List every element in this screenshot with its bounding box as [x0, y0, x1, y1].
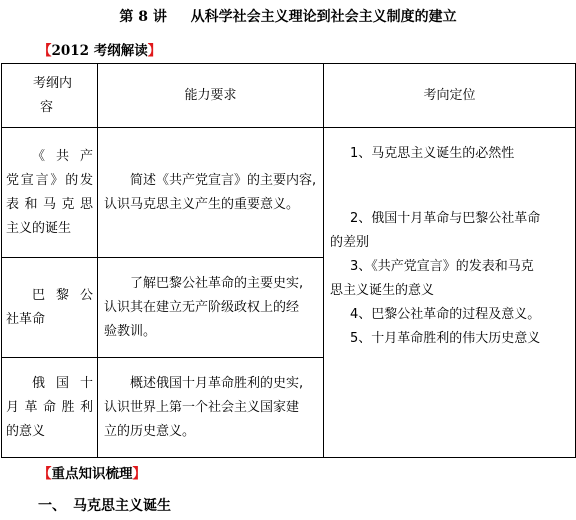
topic-cell: 《 共 产 党宣言》的发 表和马克思 主义的诞生: [2, 128, 98, 258]
page-title: 第 8 讲 从科学社会主义理论到社会主义制度的建立: [119, 9, 457, 25]
orientation-item: 思主义诞生的意义: [330, 283, 435, 298]
key-knowledge-tag: 【重点知识梳理】: [38, 466, 146, 482]
topic-cell: 俄 国 十 月革命胜利 的意义: [2, 358, 98, 458]
header-orientation: 考向定位: [324, 64, 576, 128]
section-heading: 一、 马克思主义诞生: [38, 498, 171, 514]
orientation-item: 4、巴黎公社革命的过程及意义。: [350, 307, 541, 322]
orientation-item: 3、《共产党宣言》的发表和马克: [350, 259, 534, 274]
header-ability: 能力要求: [98, 64, 324, 128]
orientation-item: 5、十月革命胜利的伟大历史意义: [350, 331, 541, 346]
orientation-item: 2、俄国十月革命与巴黎公社革命: [350, 211, 541, 226]
orientation-item: 1、马克思主义诞生的必然性: [350, 146, 515, 161]
outline-table: [1, 63, 576, 458]
exam-outline-tag: 【2012 考纲解读】: [38, 43, 162, 59]
header-content: 考纲内 容: [2, 64, 98, 128]
orientation-item: 的差别: [330, 235, 370, 250]
table-header-row: [2, 64, 576, 128]
topic-cell: 巴 黎 公 社革命: [2, 258, 98, 358]
ability-cell: 简述《共产党宣言》的主要内容, 认识马克思主义产生的重要意义。: [98, 128, 324, 258]
ability-cell: 了解巴黎公社革命的主要史实, 认识其在建立无产阶级政权上的经 验教训。: [98, 258, 324, 358]
table-row: [2, 128, 576, 258]
orientation-cell: [324, 128, 576, 458]
ability-cell: 概述俄国十月革命胜利的史实, 认识世界上第一个社会主义国家建 立的历史意义。: [98, 358, 324, 458]
